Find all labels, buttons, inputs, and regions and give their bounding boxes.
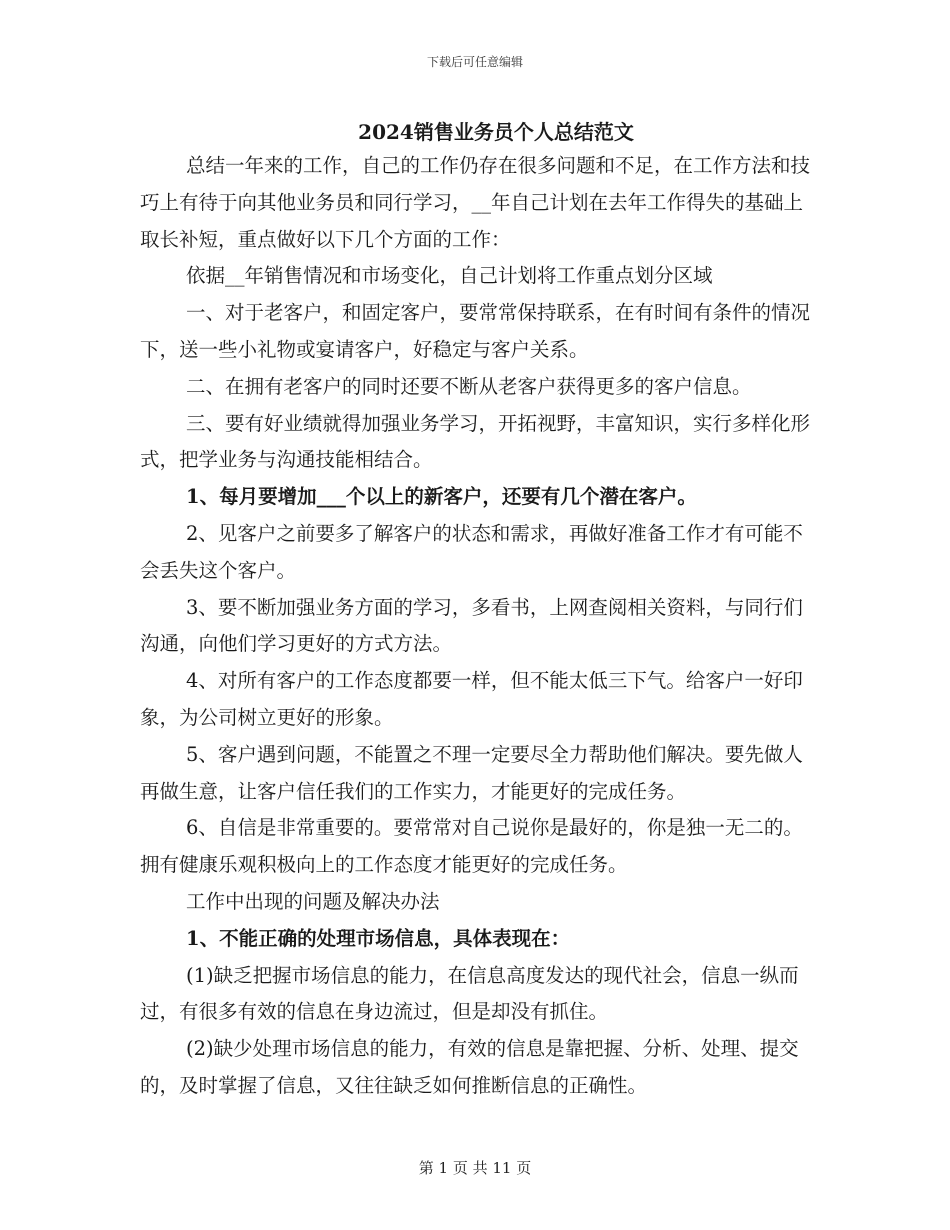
paragraph: 6、自信是非常重要的。要常常对自己说你是最好的，你是独一无二的。拥有健康乐观积极向上的工作态度才能更好的完成任务。 [140, 816, 803, 877]
section-heading: 工作中出现的问题及解决办法 [186, 889, 440, 913]
paragraph-heading: 1、每月要增加___个以上的新客户，还要有几个潜在客户。 [186, 485, 697, 509]
paragraph: 总结一年来的工作，自己的工作仍存在很多问题和不足，在工作方法和技巧上有待于向其他业务员和同行学习，__年自己计划在去年工作得失的基础上取长补短，重点做好以下几个方面的工作： [140, 154, 811, 251]
paragraph: (1)缺乏把握市场信息的能力，在信息高度发达的现代社会，信息一纵而过，有很多有效的信息在身边流过，但是却没有抓住。 [140, 963, 799, 1024]
document-body [140, 148, 812, 1105]
paragraph: 依据__年销售情况和市场变化，自己计划将工作重点划分区域 [186, 264, 713, 288]
paragraph: 二、在拥有老客户的同时还要不断从老客户获得更多的客户信息。 [186, 374, 752, 398]
paragraph: 3、要不断加强业务方面的学习，多看书，上网查阅相关资料，与同行们沟通，向他们学习更好的方式方法。 [140, 595, 803, 656]
page-header-note: 下载后可任意编辑 [426, 55, 523, 69]
paragraph: 4、对所有客户的工作态度都要一样，但不能太低三下气。给客户一好印象，为公司树立更好的形象。 [140, 669, 803, 729]
paragraph: 一、对于老客户，和固定客户，要常常保持联系，在有时间有条件的情况下，送一些小礼物或宴请客户，好稳定与客户关系。 [140, 301, 811, 361]
document-title: 2024销售业务员个人总结范文 [358, 120, 634, 144]
paragraph: 5、客户遇到问题，不能置之不理一定要尽全力帮助他们解决。要先做人再做生意，让客户信任我们的工作实力，才能更好的完成任务。 [140, 742, 803, 803]
paragraph: 三、要有好业绩就得加强业务学习，开拓视野，丰富知识，实行多样化形式，把学业务与沟通技能相结合。 [140, 411, 811, 472]
paragraph: 2、见客户之前要多了解客户的状态和需求，再做好准备工作才有可能不会丢失这个客户。 [140, 521, 803, 582]
page-number: 第 1 页 共 11 页 [418, 1159, 532, 1177]
paragraph-heading: 1、不能正确的处理市场信息，具体表现在： [186, 926, 571, 950]
paragraph: (2)缺少处理市场信息的能力，有效的信息是靠把握、分析、处理、提交的，及时掌握了信息，又往往缺乏如何推断信息的正确性。 [140, 1037, 799, 1097]
